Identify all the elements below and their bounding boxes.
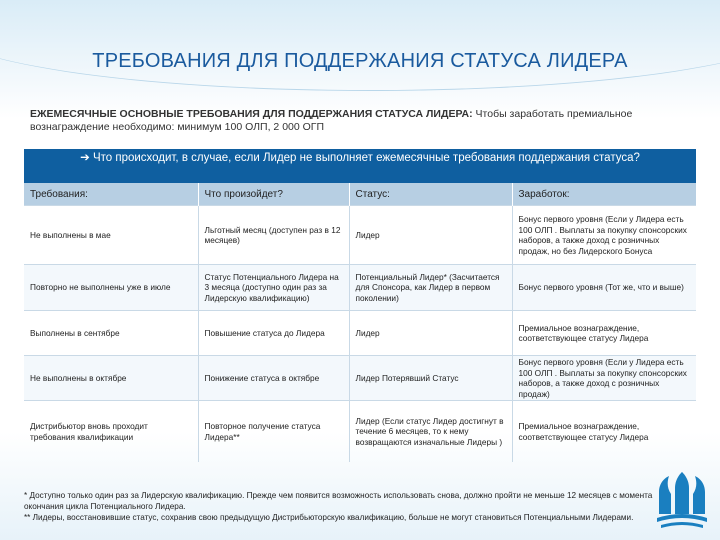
cell-outcome: Понижение статуса в октябре — [198, 356, 349, 401]
footnote-2: ** Лидеры, восстановившие статус, сохранив свою предыдущую Дистрибьюторскую квалификацию, больше не могут становиться Потенциальными Лидерами. — [24, 513, 634, 522]
decorative-swoosh — [0, 0, 720, 91]
cell-status: Лидер — [349, 206, 512, 265]
cell-earnings: Бонус первого уровня (Тот же, что и выше) — [512, 265, 696, 311]
header-requirements: Требования: — [24, 183, 198, 206]
header-earnings: Заработок: — [512, 183, 696, 206]
banner-text: Что происходит, в случае, если Лидер не выполняет ежемесячные требования поддержания статуса? — [92, 152, 640, 164]
cell-requirement: Дистрибьютор вновь проходит требования квалификации — [24, 401, 198, 463]
cell-earnings: Бонус первого уровня (Если у Лидера есть 100 ОЛП . Выплаты за покупку спонсорских наборов, а также доход с розничных продаж) — [512, 356, 696, 401]
table-row — [24, 311, 696, 356]
cell-earnings: Премиальное вознаграждение, соответствующее статусу Лидера — [512, 311, 696, 356]
slide-title: ТРЕБОВАНИЯ ДЛЯ ПОДДЕРЖАНИЯ СТАТУСА ЛИДЕРА — [92, 50, 628, 72]
cell-outcome: Льготный месяц (доступен раз в 12 месяцев) — [198, 206, 349, 265]
cell-outcome: Повторное получение статуса Лидера** — [198, 401, 349, 463]
table-row — [24, 206, 696, 265]
footnotes — [24, 490, 654, 523]
intro-text: Чтобы заработать премиальное вознаграждение необходимо: минимум 100 ОЛП, 2 000 ОГП — [30, 108, 633, 133]
cell-outcome: Повышение статуса до Лидера — [198, 311, 349, 356]
cell-outcome: Статус Потенциального Лидера на 3 месяца (доступно один раз за Лидерскую квалификацию) — [198, 265, 349, 311]
intro-paragraph — [30, 108, 690, 134]
table-row — [24, 265, 696, 311]
cell-requirement: Выполнены в сентябре — [24, 311, 198, 356]
cell-requirement: Не выполнены в октябре — [24, 356, 198, 401]
arrow-right-icon: ➔ — [80, 152, 90, 164]
company-logo-icon — [655, 470, 709, 530]
cell-earnings: Премиальное вознаграждение, соответствующее статусу Лидера — [512, 401, 696, 463]
cell-status: Лидер Потерявший Статус — [349, 356, 512, 401]
header-status: Статус: — [349, 183, 512, 206]
question-banner — [24, 149, 696, 183]
cell-status: Потенциальный Лидер* (Засчитается для Спонсора, как Лидер в первом поколении) — [349, 265, 512, 311]
requirements-table — [24, 183, 696, 462]
footnote-1: * Доступно только один раз за Лидерскую квалификацию. Прежде чем появится возможность использовать снова, должно пройти не меньше 12 месяцев с момента окончания цикла Потенциального Лидера. — [24, 491, 653, 511]
table-row — [24, 356, 696, 401]
table-header-row — [24, 183, 696, 206]
cell-status: Лидер — [349, 311, 512, 356]
cell-requirement: Повторно не выполнены уже в июле — [24, 265, 198, 311]
cell-requirement: Не выполнены в мае — [24, 206, 198, 265]
table-row — [24, 401, 696, 463]
cell-status: Лидер (Если статус Лидер достигнут в течение 6 месяцев, то к нему возвращаются изначальные Лидеры ) — [349, 401, 512, 463]
cell-earnings: Бонус первого уровня (Если у Лидера есть 100 ОЛП . Выплаты за покупку спонсорских наборов, а также доход с розничных продаж, но без Лидерского Бонуса — [512, 206, 696, 265]
intro-heading: ЕЖЕМЕСЯЧНЫЕ ОСНОВНЫЕ ТРЕБОВАНИЯ ДЛЯ ПОДДЕРЖАНИЯ СТАТУСА ЛИДЕРА: — [30, 108, 473, 120]
header-outcome: Что произойдет? — [198, 183, 349, 206]
